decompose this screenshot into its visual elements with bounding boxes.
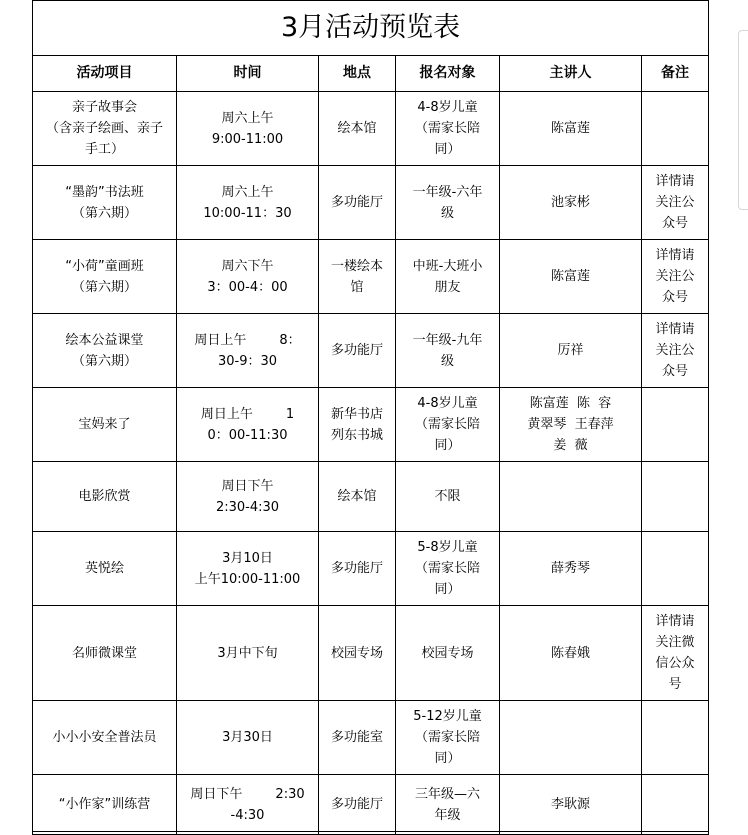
cell-line: 3：00-4：00 xyxy=(207,279,288,295)
cell-line: 级 xyxy=(440,205,454,221)
cell-line: 三年级—六 xyxy=(414,786,480,802)
cell-line: 众号 xyxy=(662,290,689,305)
cell-line: 绘本公益课堂 xyxy=(65,332,144,348)
cell-line: 同） xyxy=(434,751,461,766)
cell-speaker xyxy=(500,462,642,532)
header-note: 备注 xyxy=(642,56,709,92)
cell-place xyxy=(319,462,396,532)
cell-time xyxy=(177,240,319,314)
cell-line: 关注公 xyxy=(655,343,695,358)
cell-target xyxy=(396,462,500,532)
cell-speaker xyxy=(500,92,642,166)
cell-project xyxy=(33,532,177,606)
cell-line: （第六期） xyxy=(71,205,137,221)
cell-time xyxy=(177,532,319,606)
cell-place xyxy=(319,532,396,606)
cell-line: （需家长陪 xyxy=(414,730,480,745)
cell-line: 众号 xyxy=(662,364,689,379)
cell-line: 3月30日 xyxy=(222,730,273,745)
cell-line: 关注公 xyxy=(655,195,695,210)
table-title: 3月活动预览表 xyxy=(33,1,709,56)
cell-line: 一楼绘本 xyxy=(330,258,383,274)
cell-place xyxy=(319,775,396,835)
cell-line: 列东书城 xyxy=(330,427,383,443)
cell-line: 3月中下旬 xyxy=(217,645,278,661)
cell-target xyxy=(396,92,500,166)
cell-line: 校园专场 xyxy=(421,645,474,661)
cell-line: 校园专场 xyxy=(330,645,383,661)
cell-line: 多功能室 xyxy=(330,730,383,745)
cell-line: 4-8岁儿童 xyxy=(417,396,478,411)
cell-target xyxy=(396,775,500,835)
cell-line: 5-12岁儿童 xyxy=(413,709,482,724)
cell-project xyxy=(33,92,177,166)
table-row xyxy=(33,462,709,532)
cell-time xyxy=(177,606,319,701)
cell-line: 详情请 xyxy=(655,322,695,337)
cell-target xyxy=(396,701,500,775)
cell-speaker xyxy=(500,532,642,606)
cell-line: 周日下午 2:30 xyxy=(190,786,305,802)
cell-line: 一年级-九年 xyxy=(412,332,483,348)
table-row xyxy=(33,166,709,240)
cell-target xyxy=(396,388,500,462)
cell-line: 中班-大班小 xyxy=(412,258,483,274)
cell-line: （需家长陪 xyxy=(414,121,480,136)
cell-project xyxy=(33,606,177,701)
cell-line: 陈富莲 陈 容 xyxy=(529,396,612,411)
cell-line: （第六期） xyxy=(71,353,137,369)
cell-target xyxy=(396,166,500,240)
cell-line: 周六上午 xyxy=(221,184,274,200)
cell-place xyxy=(319,314,396,388)
cell-line: 周六上午 xyxy=(221,110,274,126)
cell-line: 李耿源 xyxy=(550,797,590,812)
cell-note xyxy=(642,775,709,835)
cell-line: 姜 薇 xyxy=(553,438,588,453)
cell-time xyxy=(177,462,319,532)
cell-project xyxy=(33,166,177,240)
cell-line: 3月10日 xyxy=(222,550,273,566)
cell-project xyxy=(33,462,177,532)
cell-line: 号 xyxy=(668,677,682,692)
cell-line: （第六期） xyxy=(71,279,137,295)
cell-speaker xyxy=(500,606,642,701)
cell-line: 周日下午 xyxy=(221,478,274,494)
table-row xyxy=(33,606,709,701)
cell-note xyxy=(642,606,709,701)
cell-line: 30-9：30 xyxy=(217,353,278,369)
cell-line: （需家长陪 xyxy=(414,561,480,576)
cell-note xyxy=(642,532,709,606)
cell-project xyxy=(33,314,177,388)
cell-speaker xyxy=(500,240,642,314)
cell-line: 级 xyxy=(440,353,454,369)
cell-note xyxy=(642,314,709,388)
cell-line: 朋友 xyxy=(434,279,461,295)
page-bottom-rule xyxy=(32,831,708,832)
cell-place xyxy=(319,606,396,701)
cell-line: 多功能厅 xyxy=(330,195,383,210)
cell-place xyxy=(319,701,396,775)
cell-line: 手工） xyxy=(84,142,124,157)
cell-note xyxy=(642,462,709,532)
cell-place xyxy=(319,388,396,462)
cell-line: 信公众 xyxy=(655,656,695,671)
cell-target xyxy=(396,240,500,314)
cell-time xyxy=(177,314,319,388)
cell-target xyxy=(396,314,500,388)
cell-line: 详情请 xyxy=(655,614,695,629)
cell-line: 详情请 xyxy=(655,174,695,189)
cell-line: -4:30 xyxy=(230,807,265,823)
cell-line: （含亲子绘画、亲子 xyxy=(45,121,163,136)
cell-line: 亲子故事会 xyxy=(71,100,137,115)
cell-line: 0：00-11:30 xyxy=(207,427,288,443)
cell-time xyxy=(177,701,319,775)
cell-project xyxy=(33,388,177,462)
cell-line: 电影欣赏 xyxy=(78,489,131,504)
cell-line: 多功能厅 xyxy=(330,797,383,812)
cell-line: 一年级-六年 xyxy=(412,184,483,200)
cell-line: 馆 xyxy=(350,279,364,295)
header-speaker: 主讲人 xyxy=(500,56,642,92)
table-row xyxy=(33,775,709,835)
cell-line: “墨韵”书法班 xyxy=(65,184,144,200)
cell-line: 小小小安全普法员 xyxy=(52,730,157,745)
cell-place xyxy=(319,92,396,166)
cell-line: 陈富莲 xyxy=(550,269,590,284)
cell-line: 薛秀琴 xyxy=(550,561,590,576)
cell-line: 众号 xyxy=(662,216,689,231)
cell-line: 绘本馆 xyxy=(337,489,377,504)
cell-line: 关注微 xyxy=(655,635,695,650)
cell-line: 周日上午 1 xyxy=(200,406,295,422)
cell-line: 新华书店 xyxy=(330,406,383,422)
cell-line: 关注公 xyxy=(655,269,695,284)
table-row xyxy=(33,92,709,166)
cell-speaker xyxy=(500,166,642,240)
cell-line: “小作家”训练营 xyxy=(58,797,151,812)
cell-line: 多功能厅 xyxy=(330,561,383,576)
cell-line: 2:30-4:30 xyxy=(215,499,280,515)
table-row xyxy=(33,532,709,606)
cell-line: 9:00-11:00 xyxy=(211,131,284,147)
cell-line: 周六下午 xyxy=(221,258,274,274)
cell-line: 上午10:00-11:00 xyxy=(194,571,301,587)
cell-speaker xyxy=(500,701,642,775)
cell-time xyxy=(177,92,319,166)
cell-place xyxy=(319,240,396,314)
cell-note xyxy=(642,92,709,166)
activity-schedule-table xyxy=(32,0,709,835)
cell-line: “小荷”童画班 xyxy=(65,258,144,274)
cell-line: 4-8岁儿童 xyxy=(417,100,478,115)
cell-line: （需家长陪 xyxy=(414,417,480,432)
cell-line: 10:00-11：30 xyxy=(203,205,292,221)
cell-note xyxy=(642,388,709,462)
side-panel-edge xyxy=(738,30,748,210)
cell-time xyxy=(177,775,319,835)
cell-line: 周日上午 8： xyxy=(194,332,301,348)
cell-place xyxy=(319,166,396,240)
cell-speaker xyxy=(500,388,642,462)
header-project: 活动项目 xyxy=(33,56,177,92)
cell-line: 不限 xyxy=(434,489,461,504)
table-row xyxy=(33,314,709,388)
cell-line: 年级 xyxy=(434,807,461,823)
table-row xyxy=(33,701,709,775)
cell-time xyxy=(177,166,319,240)
cell-line: 池家彬 xyxy=(550,195,590,210)
cell-line: 同） xyxy=(434,142,461,157)
header-row xyxy=(33,56,709,92)
cell-note xyxy=(642,166,709,240)
cell-note xyxy=(642,240,709,314)
header-target: 报名对象 xyxy=(396,56,500,92)
cell-project xyxy=(33,701,177,775)
table-row xyxy=(33,388,709,462)
cell-line: 同） xyxy=(434,582,461,597)
cell-speaker xyxy=(500,314,642,388)
cell-line: 陈春娥 xyxy=(550,645,590,661)
cell-target xyxy=(396,532,500,606)
cell-target xyxy=(396,606,500,701)
table-row xyxy=(33,240,709,314)
header-place: 地点 xyxy=(319,56,396,92)
cell-line: 宝妈来了 xyxy=(78,417,131,432)
cell-project xyxy=(33,775,177,835)
cell-line: 同） xyxy=(434,438,461,453)
cell-note xyxy=(642,701,709,775)
cell-line: 5-8岁儿童 xyxy=(417,540,478,555)
cell-time xyxy=(177,388,319,462)
cell-line: 绘本馆 xyxy=(337,121,377,136)
header-time: 时间 xyxy=(177,56,319,92)
cell-line: 陈富莲 xyxy=(550,121,590,136)
cell-line: 厉祥 xyxy=(557,343,584,358)
cell-project xyxy=(33,240,177,314)
cell-line: 多功能厅 xyxy=(330,343,383,358)
cell-line: 名师微课堂 xyxy=(71,645,137,661)
cell-line: 英悦绘 xyxy=(84,561,124,576)
cell-line: 黄翠琴 王春萍 xyxy=(527,417,614,432)
cell-line: 详情请 xyxy=(655,248,695,263)
cell-speaker xyxy=(500,775,642,835)
